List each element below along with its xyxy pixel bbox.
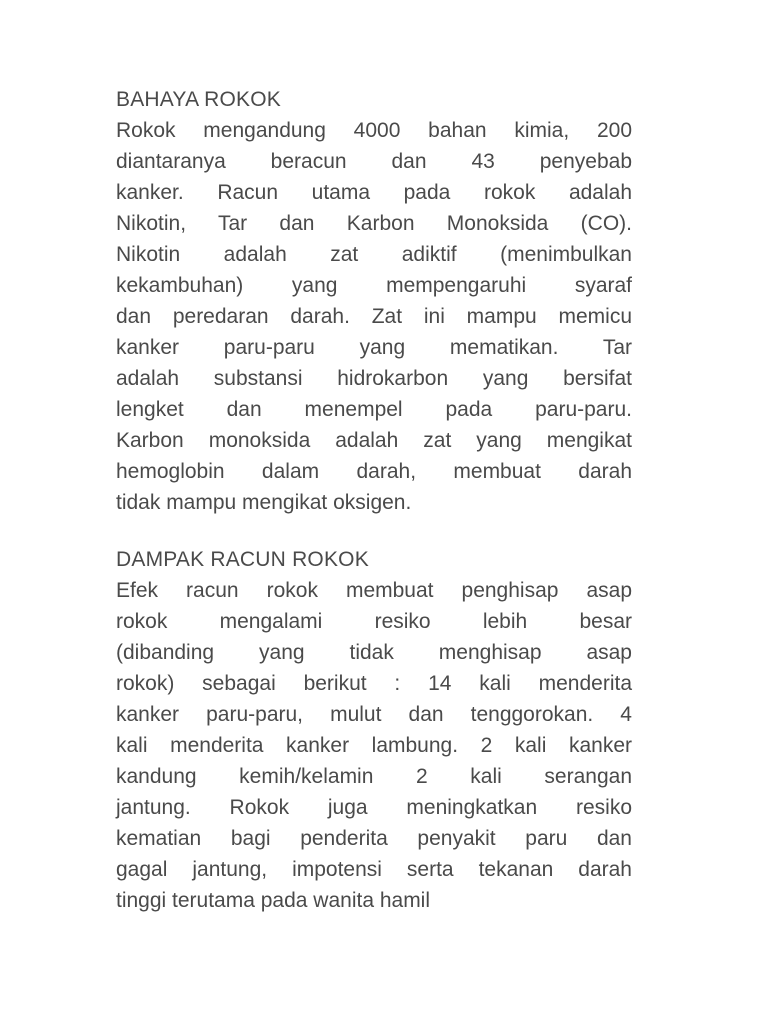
text-line: tidak mampu mengikat oksigen. <box>116 491 412 514</box>
text-line: gagal jantung, impotensi serta tekanan darah <box>116 858 632 881</box>
text-line: (dibanding yang tidak menghisap asap <box>116 641 632 664</box>
section-heading: BAHAYA ROKOK <box>116 88 282 111</box>
section-heading: DAMPAK RACUN ROKOK <box>116 548 369 571</box>
section-paragraph <box>116 115 632 518</box>
text-line: Nikotin adalah zat adiktif (menimbulkan <box>116 243 632 266</box>
text-line: Karbon monoksida adalah zat yang mengikat <box>116 429 632 452</box>
document-page <box>116 84 632 916</box>
text-line: kematian bagi penderita penyakit paru dan <box>116 827 632 850</box>
text-line: adalah substansi hidrokarbon yang bersifat <box>116 367 632 390</box>
section-dampak-racun-rokok <box>116 544 632 916</box>
text-line: kanker. Racun utama pada rokok adalah <box>116 181 632 204</box>
text-line: jantung. Rokok juga meningkatkan resiko <box>116 796 632 819</box>
text-line: kandung kemih/kelamin 2 kali serangan <box>116 765 632 788</box>
text-line: Nikotin, Tar dan Karbon Monoksida (CO). <box>116 212 632 235</box>
text-line: kekambuhan) yang mempengaruhi syaraf <box>116 274 632 297</box>
text-line: kanker paru-paru, mulut dan tenggorokan. 4 <box>116 703 632 726</box>
text-line: rokok mengalami resiko lebih besar <box>116 610 632 633</box>
text-line: Rokok mengandung 4000 bahan kimia, 200 <box>116 119 632 142</box>
text-line: kanker paru-paru yang mematikan. Tar <box>116 336 632 359</box>
text-line: Efek racun rokok membuat penghisap asap <box>116 579 632 602</box>
text-line: rokok) sebagai berikut : 14 kali menderita <box>116 672 632 695</box>
text-line: tinggi terutama pada wanita hamil <box>116 889 431 912</box>
text-line: diantaranya beracun dan 43 penyebab <box>116 150 632 173</box>
section-paragraph <box>116 575 632 916</box>
text-line: lengket dan menempel pada paru-paru. <box>116 398 632 421</box>
text-line: dan peredaran darah. Zat ini mampu memicu <box>116 305 632 328</box>
section-bahaya-rokok <box>116 84 632 518</box>
text-line: hemoglobin dalam darah, membuat darah <box>116 460 632 483</box>
text-line: kali menderita kanker lambung. 2 kali kanker <box>116 734 632 757</box>
